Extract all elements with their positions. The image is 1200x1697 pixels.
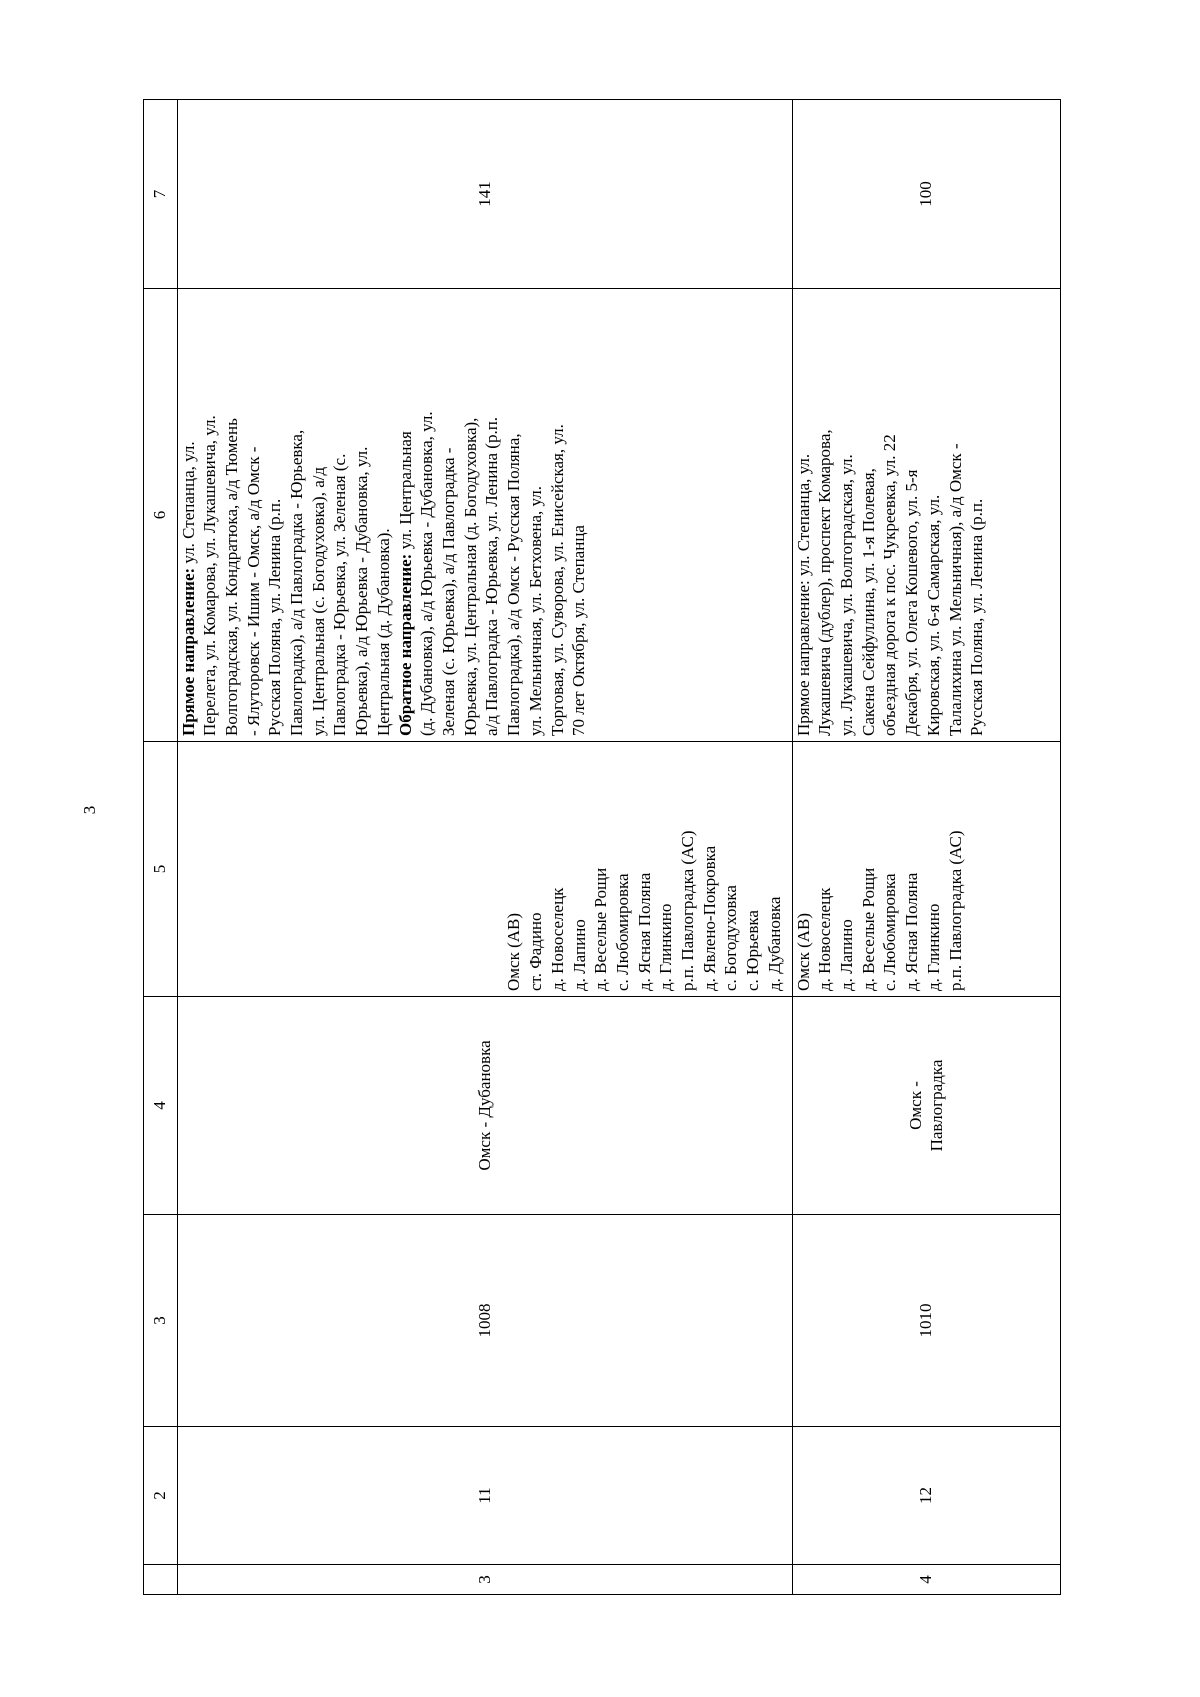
route-line: Перелета, ул. Комарова, ул. Лукашевича, ул.	[200, 415, 220, 736]
route-line: (д. Дубановка), а/д Юрьевка - Дубановка, ул.	[417, 411, 437, 736]
stop-item: д. Явлено-Покровка	[699, 845, 719, 991]
stop-item: с. Юрьевка	[743, 910, 763, 991]
table-row-3	[177, 100, 792, 1595]
row-number: 3	[177, 1565, 792, 1595]
stops-list	[792, 742, 1060, 997]
route-number: 11	[177, 1427, 792, 1565]
stop-item: ст. Фадино	[526, 912, 546, 991]
stop-item: д. Ясная Поляна	[902, 872, 922, 991]
route-name	[792, 997, 1060, 1215]
stop-item: Омск (АВ)	[793, 912, 813, 991]
route-description	[177, 289, 792, 742]
route-line: а/д Павлоградка - Юрьевка, ул. Ленина (р.п.	[482, 416, 502, 736]
stop-item: р.п. Павлоградка (АС)	[678, 830, 698, 991]
route-line: Кировская, ул. 6-я Самарская, ул.	[923, 494, 943, 736]
route-line: ул. Центральная (с. Богодуховка), а/д	[308, 466, 328, 736]
route-line: Центральная (д. Дубановка).	[373, 528, 393, 736]
route-line: Павлоградка), а/д Омск - Русская Поляна,	[504, 433, 524, 736]
route-line: Лукашевича (дублер), проспект Комарова,	[815, 429, 835, 736]
stop-item: д. Дубановка	[764, 896, 784, 991]
routes-table	[143, 99, 1061, 1595]
route-line: Прямое направление: ул. Степанца, ул.	[793, 453, 813, 736]
stop-item: с. Любомировка	[612, 873, 632, 991]
header-col-2: 2	[144, 1427, 178, 1565]
stop-item: д. Лапино	[569, 919, 589, 991]
stops-list	[177, 742, 792, 997]
route-length: 141	[177, 100, 792, 289]
route-line: ул. Лукашевича, ул. Волгоградская, ул.	[837, 454, 856, 736]
header-col-4: 4	[144, 997, 178, 1215]
route-length: 100	[792, 100, 1060, 289]
row-number: 4	[792, 1565, 1060, 1595]
route-line: Сакена Сейфуллина, ул. 1-я Полевая,	[858, 468, 878, 736]
route-line: объездная дорога к пос. Чукреевка, ул. 22	[880, 434, 900, 736]
stop-item: д. Глинкино	[923, 903, 943, 991]
stop-item: с. Любомировка	[880, 873, 900, 991]
stop-item: Омск (АВ)	[504, 912, 524, 991]
route-name-line: Павлоградка	[927, 1059, 947, 1152]
stop-item: д. Лапино	[837, 919, 856, 991]
registration-number: 1008	[177, 1215, 792, 1427]
header-col-6: 6	[144, 289, 178, 742]
route-line: Зеленая (с. Юрьевка), а/д Павлоградка -	[438, 447, 458, 736]
page-number: 3	[80, 805, 99, 815]
route-text: ул. Центральная	[395, 431, 415, 554]
route-line: Павлоградка - Юрьевка, ул. Зеленая (с.	[330, 453, 350, 736]
route-line	[178, 294, 200, 736]
stop-item: р.п. Павлоградка (АС)	[945, 830, 965, 991]
route-line: Талалихина ул. Мельничная), а/д Омск -	[945, 443, 965, 736]
route-line: Павлоградка), а/д Павлоградка - Юрьевка,	[287, 429, 307, 736]
route-line: ул. Мельничная, ул. Бетховена, ул.	[525, 485, 545, 736]
route-line: Юрьевка, ул. Центральная (д. Богодуховка),	[460, 417, 480, 736]
stop-item: д. Веселые Рощи	[591, 867, 611, 991]
stop-item: д. Глинкино	[656, 903, 676, 991]
route-line: Русская Поляна, ул. Ленина (р.п.	[967, 498, 987, 736]
route-line: Декабря, ул. Олега Кошевого, ул. 5-я	[902, 469, 922, 736]
stop-item: с. Богодуховка	[721, 885, 741, 991]
stop-item: д. Веселые Рощи	[858, 867, 878, 991]
header-col-1	[144, 1565, 178, 1595]
route-description	[792, 289, 1060, 742]
header-row	[144, 100, 178, 1595]
route-line	[395, 294, 417, 736]
stop-item: д. Новоселецк	[815, 887, 835, 991]
header-col-7: 7	[144, 100, 178, 289]
table-row-4	[792, 100, 1060, 1595]
route-line: 70 лет Октября, ул. Степанца	[569, 525, 589, 736]
route-text: ул. Степанца, ул.	[178, 441, 198, 568]
registration-number: 1010	[792, 1215, 1060, 1427]
route-name: Омск - Дубановка	[177, 997, 792, 1215]
route-line: Русская Поляна, ул. Ленина (р.п.	[265, 498, 285, 736]
header-col-5: 5	[144, 742, 178, 997]
stop-item: д. Новоселецк	[547, 887, 567, 991]
route-number: 12	[792, 1427, 1060, 1565]
backward-direction-label: Обратное направление:	[395, 553, 415, 736]
stop-item: д. Ясная Поляна	[634, 872, 654, 991]
route-name-line: Омск -	[905, 1081, 925, 1130]
route-line: - Ялуторовск - Ишим - Омск, а/д Омск -	[243, 446, 263, 736]
rotated-table-container	[143, 100, 1061, 1595]
route-line: Волгоградская, ул. Кондратюка, а/д Тюмень	[221, 418, 241, 736]
header-col-3: 3	[144, 1215, 178, 1427]
route-line: Торговая, ул. Суворова, ул. Енисейская, ул.	[547, 424, 567, 736]
route-line: Юрьевка), а/д Юрьевка - Дубановка, ул.	[352, 446, 372, 736]
forward-direction-label: Прямое направление:	[178, 567, 198, 736]
